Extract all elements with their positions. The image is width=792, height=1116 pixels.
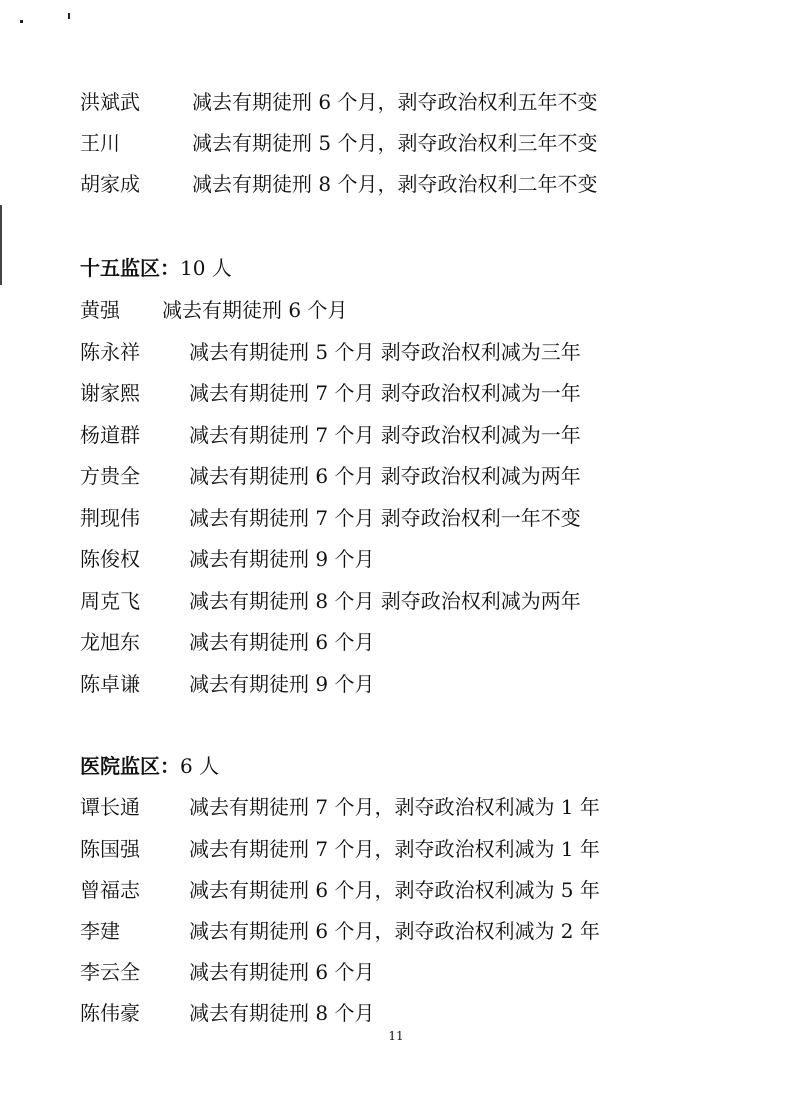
sentence-text: 减去有期徒刑 7 个月 剥夺政治权利一年不变 [189, 506, 581, 530]
page-number: 11 [388, 1029, 404, 1043]
scan-margin-line [0, 205, 2, 285]
sentence-text: 减去有期徒刑 7 个月，剥夺政治权利减为 1 年 [189, 837, 600, 861]
sentence-text: 减去有期徒刑 9 个月 [189, 672, 375, 696]
section-title: 十五监区： [80, 256, 180, 280]
prisoner-name: 方贵全 [80, 464, 140, 488]
prisoner-name: 荆现伟 [80, 506, 140, 530]
sentence-text: 减去有期徒刑 6 个月，剥夺政治权利减为 5 年 [189, 878, 600, 902]
prisoner-name: 陈伟豪 [80, 1001, 140, 1025]
sentence-text: 减去有期徒刑 9 个月 [189, 547, 375, 571]
scan-speck [20, 20, 23, 23]
sentence-text: 减去有期徒刑 7 个月 剥夺政治权利减为一年 [189, 423, 581, 447]
prisoner-name: 洪斌武 [80, 90, 140, 114]
sentence-text: 减去有期徒刑 6 个月，剥夺政治权利五年不变 [192, 90, 598, 114]
prisoner-name: 曾福志 [80, 878, 140, 902]
prisoner-name: 陈国强 [80, 837, 140, 861]
sentence-text: 减去有期徒刑 6 个月 [189, 960, 375, 984]
section-heading [80, 753, 219, 779]
scan-speck [68, 13, 70, 19]
sentence-text: 减去有期徒刑 6 个月 剥夺政治权利减为两年 [189, 464, 581, 488]
sentence-text: 减去有期徒刑 7 个月，剥夺政治权利减为 1 年 [189, 795, 600, 819]
section-heading [80, 255, 232, 281]
sentence-text: 减去有期徒刑 8 个月 剥夺政治权利减为两年 [189, 589, 581, 613]
sentence-text: 减去有期徒刑 6 个月，剥夺政治权利减为 2 年 [189, 919, 600, 943]
sentence-text: 减去有期徒刑 5 个月，剥夺政治权利三年不变 [192, 131, 598, 155]
prisoner-name: 胡家成 [80, 172, 140, 196]
prisoner-name: 陈永祥 [80, 340, 140, 364]
sentence-text: 减去有期徒刑 8 个月 [189, 1001, 375, 1025]
sentence-text: 减去有期徒刑 6 个月 [162, 298, 348, 322]
section-title: 医院监区： [80, 754, 180, 778]
prisoner-name: 陈卓谦 [80, 672, 140, 696]
prisoner-name: 谢家熙 [80, 381, 140, 405]
prisoner-name: 王川 [80, 131, 120, 155]
sentence-text: 减去有期徒刑 6 个月 [189, 630, 375, 654]
section-count: 6 人 [180, 754, 220, 778]
sentence-text: 减去有期徒刑 5 个月 剥夺政治权利减为三年 [189, 340, 581, 364]
section-count: 10 人 [180, 256, 232, 280]
prisoner-name: 龙旭东 [80, 630, 140, 654]
prisoner-name: 李云全 [80, 960, 140, 984]
prisoner-name: 周克飞 [80, 589, 140, 613]
prisoner-name: 李建 [80, 919, 120, 943]
prisoner-name: 谭长通 [80, 795, 140, 819]
prisoner-name: 陈俊权 [80, 547, 140, 571]
sentence-text: 减去有期徒刑 7 个月 剥夺政治权利减为一年 [189, 381, 581, 405]
prisoner-name: 黄强 [80, 298, 120, 322]
sentence-text: 减去有期徒刑 8 个月，剥夺政治权利二年不变 [192, 172, 598, 196]
prisoner-name: 杨道群 [80, 423, 140, 447]
